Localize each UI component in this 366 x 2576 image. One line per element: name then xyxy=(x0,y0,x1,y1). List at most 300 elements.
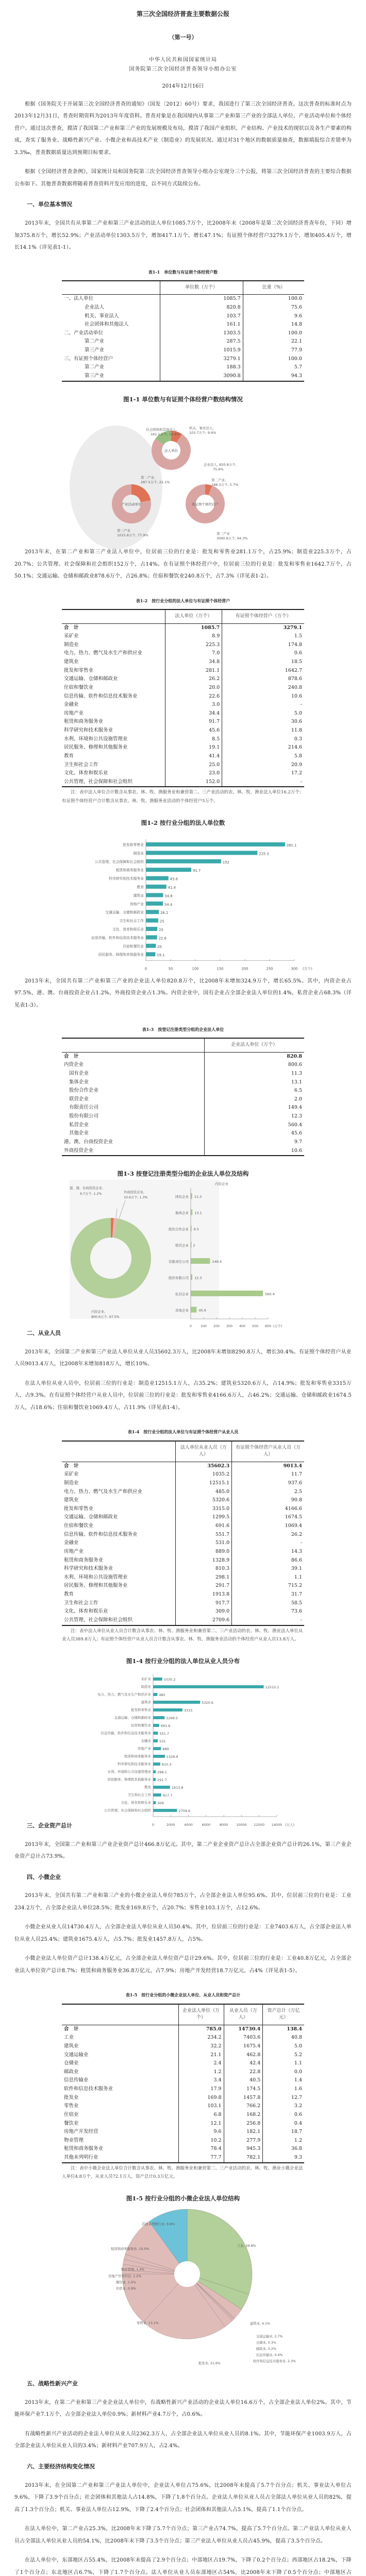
cell-value: 182.1 xyxy=(224,2128,263,2137)
category-label: 房地产业 xyxy=(129,902,144,906)
value-label: 485 xyxy=(159,1692,165,1697)
bar xyxy=(153,1724,159,1727)
row-label: 水利、环境和公共设施管理业 xyxy=(64,736,128,742)
bar xyxy=(146,943,156,947)
slice-label: 第二产业, xyxy=(211,478,226,483)
cell-value: 168.2 xyxy=(224,2111,263,2120)
row-label: 信息传输、软件和信息技术服务业 xyxy=(64,1531,138,1537)
category-label: 教育 xyxy=(144,1785,151,1789)
cell-value: 77.7 xyxy=(178,2154,224,2163)
row-label: 公共管理、社会保障和社会组织 xyxy=(64,778,133,785)
cell-value: 174.8 xyxy=(222,641,304,650)
row-label: 外商投资企业 xyxy=(64,1147,94,1154)
slice-label: 103.7万个, 9.6% xyxy=(189,431,217,435)
table-row xyxy=(62,1121,304,1130)
cell-value: 152.0 xyxy=(165,778,222,787)
cell-value: 6.8 xyxy=(178,2111,224,2120)
figure-caption: 图1-1 单位数与有证照个体经营户数结构情况 xyxy=(123,395,243,403)
bar xyxy=(146,851,257,855)
cell-value: - xyxy=(232,1539,304,1548)
row-label: 居民服务、修理和其他服务业 xyxy=(64,744,128,751)
value-label: 12515.1 xyxy=(265,1685,279,1689)
category-label: 金融业 xyxy=(141,1738,151,1743)
slice-label: 建筑业, 4.1% xyxy=(250,2321,270,2326)
row-label: 零售业 xyxy=(64,2103,79,2109)
cell-value: 32.2 xyxy=(178,2042,224,2051)
row-label: 文化、体育和娱乐业 xyxy=(64,1608,108,1615)
cell-value: 91.7 xyxy=(165,718,222,726)
cell-value: 10.2 xyxy=(178,2137,224,2145)
table-row xyxy=(62,337,304,346)
value-label: 23 xyxy=(159,927,163,932)
cell-value: 10.6 xyxy=(222,692,304,701)
table-row xyxy=(62,1496,304,1505)
row-label: 邮政业 xyxy=(64,2069,79,2075)
table-row xyxy=(62,363,304,372)
table-header xyxy=(62,1038,204,1052)
cell-value: 1.1 xyxy=(232,1573,304,1582)
cell-value: 161.1 xyxy=(160,320,243,329)
tick-label: 600 xyxy=(264,1325,272,1329)
donut-center-label: 法人单位 xyxy=(164,449,178,453)
tick-label: 4000 xyxy=(184,1822,193,1827)
slice-label: 邮政业, 0.2% xyxy=(256,2347,276,2351)
value-label: 152 xyxy=(222,860,229,865)
row-label: 合 计 xyxy=(64,624,79,631)
row-label: 租赁和商务服务业 xyxy=(64,2146,104,2152)
row-label: 二、产业活动单位 xyxy=(64,330,104,336)
cell-value: 22.8 xyxy=(224,2068,263,2077)
cell-value: 5.7 xyxy=(243,363,304,372)
cell-value: 1913.8 xyxy=(175,1590,232,1599)
cell-value: 1674.5 xyxy=(232,1513,304,1522)
value-label: 34.4 xyxy=(164,902,173,907)
row-label: 采矿业 xyxy=(64,1471,79,1478)
cell-value: 7403.6 xyxy=(224,2033,263,2042)
table-row xyxy=(62,303,304,312)
paragraph: 在法人单位从业人员中，位居前三位的行业是：制造业12515.1万人，占35.2%；建筑业5320.6万人，占14.9%；批发和零售业3315万人，占9.3%。在有证照个体经营户从业人员中，位居前三位的行业是：批发和零售业4166.6万人，占46.2%；交通运输、仓储和邮政业1674.5万人，占18.6%；住宿和餐饮业1069.4万人，占11.9%（详见表1-4）。 xyxy=(14,1380,352,1411)
cell-value: 5320.6 xyxy=(175,1496,232,1505)
table-row xyxy=(62,761,304,770)
row-label: 批发和零售业 xyxy=(64,667,94,673)
table-row xyxy=(62,329,304,338)
table-1-1 xyxy=(62,280,304,382)
axis-unit: (万个) xyxy=(303,967,312,971)
category-label: 采矿业 xyxy=(141,1676,151,1681)
cell-value: 551.7 xyxy=(175,1531,232,1539)
category-label: 批发和零售业 xyxy=(131,1707,151,1712)
category-label: 信息传输、软件和信息技术服务业 xyxy=(91,935,144,940)
cell-value: 214.6 xyxy=(222,743,304,752)
cell-value: 234.2 xyxy=(178,2033,224,2042)
category-label: 公共管理、社会保障和社会组织 xyxy=(104,1808,151,1812)
cell-value: 715.2 xyxy=(232,1582,304,1590)
cell-value: 1069.4 xyxy=(232,1522,304,1531)
bar xyxy=(153,1778,156,1781)
row-label: 租赁和商务服务业 xyxy=(64,1557,104,1563)
cell-value: 103.7 xyxy=(160,312,243,321)
figure-1-1-donut-charts xyxy=(80,405,286,539)
table-row xyxy=(62,1052,304,1061)
row-label: 社会团体和其他法人 xyxy=(85,321,129,328)
bar xyxy=(153,1801,156,1804)
row-label: 水利、环境和公共设施管理业 xyxy=(64,1574,128,1580)
bar xyxy=(153,1809,177,1812)
category-label: 房地产业 xyxy=(138,1746,151,1751)
cell-value: 9.7 xyxy=(204,1138,304,1147)
table-row xyxy=(62,1548,304,1556)
table-row xyxy=(62,372,304,381)
row-label: 文化、体育和娱乐业 xyxy=(64,770,108,776)
table-header: 资产总计（万亿元） xyxy=(263,2004,304,2025)
cell-value: 5.8 xyxy=(222,752,304,761)
tick-label: 200 xyxy=(213,1325,220,1329)
donut-center-label: 产业活动单位 xyxy=(121,502,142,507)
value-label: 298.1 xyxy=(157,1770,167,1774)
slice-label: 仓储业, 0.3% xyxy=(256,2341,276,2345)
bar xyxy=(191,1275,192,1280)
figure-1-4-bar-chart xyxy=(59,1667,307,1827)
table-header: 法人单位从业人员（万人） xyxy=(175,1441,232,1462)
table-row xyxy=(62,684,304,692)
cell-value: 1457.8 xyxy=(224,2094,263,2103)
bar xyxy=(191,1258,210,1264)
value-label: 19.1 xyxy=(157,953,165,957)
row-label: 建筑业 xyxy=(64,1497,79,1503)
category-label: 住宿和餐饮业 xyxy=(123,944,144,948)
slice-label: 住宿业, 0.9% xyxy=(116,2286,136,2291)
cell-value: 34.4 xyxy=(165,709,222,718)
table-row xyxy=(62,1616,304,1625)
cell-value: 0.6 xyxy=(263,2111,304,2120)
bar xyxy=(153,1716,164,1719)
value-label: 1913.8 xyxy=(171,1785,184,1790)
row-label: 企业法人 xyxy=(85,304,105,310)
slice-label: 租赁和商务服务业, 10.0% xyxy=(111,2247,149,2251)
row-label: 卫生和社会工作 xyxy=(64,761,98,768)
category-label: 有限责任公司 xyxy=(169,1260,189,1264)
table-row xyxy=(62,692,304,701)
section-heading: 二、从业人员 xyxy=(27,1330,61,1337)
cell-value: 14730.4 xyxy=(224,2025,263,2033)
table-row xyxy=(62,1095,304,1104)
value-label: 11.3 xyxy=(194,1195,202,1199)
cell-value: 12.3 xyxy=(204,1112,304,1121)
category-label: 电力、热力、燃气及水生产和供应业 xyxy=(97,1692,151,1697)
category-label: 股份有限公司 xyxy=(169,1276,189,1280)
org-census-office: 国务院第三次全国经济普查领导小组办公室 xyxy=(129,66,237,72)
slice-label: 物业管理, 1.3% xyxy=(121,2267,145,2272)
table-row xyxy=(62,2051,304,2060)
category-label: 其他企业 xyxy=(175,1308,189,1313)
category-label: 文化、体育和娱乐业 xyxy=(112,927,144,931)
row-label: 采矿业 xyxy=(64,633,79,639)
cell-value: 100.0 xyxy=(243,329,304,338)
slice-label: 房地产开发经营, 1.2% xyxy=(108,2274,142,2278)
slice-label: 161.1万个, 14.8% xyxy=(151,432,180,437)
table-row xyxy=(62,2111,304,2120)
cell-value: 531.0 xyxy=(175,1539,232,1548)
category-label: 私营企业 xyxy=(175,1292,189,1297)
value-label: 22.6 xyxy=(158,936,167,940)
table-row xyxy=(62,295,304,303)
value-label: 810.3 xyxy=(161,1762,172,1767)
figure-1-3-donut-and-bar xyxy=(70,1180,296,1329)
tick-label: 2000 xyxy=(167,1822,175,1827)
table-row xyxy=(62,1531,304,1539)
table-row xyxy=(62,623,304,632)
table-row xyxy=(62,2076,304,2085)
category-label: 建筑业 xyxy=(141,1700,151,1704)
table-row xyxy=(62,1573,304,1582)
slice-label: 75.6% xyxy=(213,467,224,472)
slice-label: 其他未列明行业, 9.9% xyxy=(142,2222,175,2226)
paragraph: 2013年末，全国共有第二产业和第三产业的小微企业法人单位785万个，占全部企业法人单位95.6%。其中，位居前三位的行业是：工业234.2万个，占全部企业法人单位28.5%；批发业169.8万个，占20.7%；零售业103.1万个，占12.6%。 xyxy=(14,1893,352,1911)
cell-value: 100.0 xyxy=(243,355,304,364)
row-label: 建筑业 xyxy=(64,2043,79,2049)
slice-label: 3090.8万个, 94.3% xyxy=(217,536,248,541)
bar xyxy=(191,1291,263,1296)
table-row xyxy=(62,658,304,667)
row-label: 有限责任公司 xyxy=(69,1105,99,1111)
row-label: 科学研究和技术服务业 xyxy=(64,727,113,734)
cell-value: 9.3 xyxy=(263,2154,304,2163)
table-row xyxy=(62,1470,304,1479)
row-label: 餐饮业 xyxy=(64,2120,79,2126)
row-label: 电力、热力、燃气及水生产和供应业 xyxy=(64,650,143,656)
table-row xyxy=(62,2068,304,2077)
category-label: 交通运输、仓储和邮政业 xyxy=(114,1715,151,1720)
tick-label: 14000 xyxy=(271,1822,282,1827)
table-row xyxy=(62,1513,304,1522)
slice-label: 第三产业 xyxy=(117,529,130,533)
value-label: 41.4 xyxy=(168,885,176,890)
cell-value: 5.0 xyxy=(263,2042,304,2051)
cell-value: 3.0 xyxy=(165,701,222,709)
row-label: 三、有证照个体经营户 xyxy=(64,355,113,362)
value-label: 309 xyxy=(157,1801,164,1805)
value-label: 1299.5 xyxy=(166,1716,178,1720)
row-label: 机关、事业法人 xyxy=(85,313,119,319)
value-label: 531 xyxy=(159,1739,166,1743)
table-note: 注：表中法人单位合计数含从事农、林、牧、渔服务业和兼营第二、三产业活动的农、林、牧、渔业法人单位16.2万个；有证照个体经营户合计数含从事农、林、牧、渔服务业活动的个体经营户5万个。 xyxy=(62,790,304,804)
value-label: 889 xyxy=(162,1747,169,1751)
bar xyxy=(153,1701,200,1704)
value-label: 91.7 xyxy=(193,868,201,873)
row-label: 合 计 xyxy=(64,2026,79,2032)
table-row xyxy=(62,752,304,761)
category-label: 租赁和商务服务业 xyxy=(115,868,144,872)
table-row xyxy=(62,1599,304,1608)
table-row xyxy=(62,1539,304,1548)
row-label: 联营企业 xyxy=(69,1096,89,1102)
intro-paragraph: 根据《国务院关于开展第三次全国经济普查的通知》（国发〔2012〕60号）要求，我国进行了第三次全国经济普查。这次普查的标准时点为2013年12月31日，普查时期资料为2013年年度资料。普查对象是在我国境内从事第二产业和第三产业的全部法人单位、产业活动单位和个体经营户。通过这次普查，摸清了我国第二产业和第三产业的发展规模及布局，摸清了我国产业组织、产业结构、产业技术的现状以及各生产要素的构成，查实了服务业、战略性新兴产业、小微企业和高技术产业（制造业）的发展状况。通过对31个地区的数据质量抽查，数据填报综合差错率为3.3‰，普查数据质量达到预期目标要求。 xyxy=(14,101,352,156)
row-label: 内资企业 xyxy=(64,1062,84,1068)
paragraph: 2013年末，在第二产业和第三产业法人单位中，位居前三位的行业是：批发和零售业281.1万个，占25.9%；制造业225.3万个，占20.7%；公共管理、社会保障和社会组织152万个，占14%。在有证照个体经营户中，位居前三位的行业是：批发和零售业1642.7万个，占50.1%；交通运输、仓储和邮政业878.6万个，占26.8%；住宿和餐饮业240.8万个，占7.3%（详见表1-2）。 xyxy=(14,549,352,580)
table-row xyxy=(62,1112,304,1121)
cell-value: 0.4 xyxy=(263,2120,304,2128)
row-label: 金融业 xyxy=(64,702,79,708)
cell-value: - xyxy=(222,778,304,787)
cell-value: 41.4 xyxy=(165,752,222,761)
bar xyxy=(153,1793,161,1797)
slice-label: 信息传输业, 0.4% xyxy=(256,2353,283,2357)
cell-value: 75.6 xyxy=(243,303,304,312)
category-label: 卫生和社会工作 xyxy=(127,1792,151,1797)
row-label: 私营企业 xyxy=(69,1122,89,1128)
cell-value: 9.6 xyxy=(243,312,304,321)
table-row xyxy=(62,2042,304,2051)
table-row xyxy=(62,1505,304,1514)
tick-label: 0 xyxy=(144,967,147,971)
value-label: 560.4 xyxy=(265,1292,275,1297)
cell-value: 188.3 xyxy=(160,363,243,372)
bar-panel-title: 内资企业 xyxy=(215,1182,228,1187)
row-label: 住宿和餐饮业 xyxy=(64,684,94,690)
value-label: 26.2 xyxy=(160,910,169,915)
cell-value: 12.7 xyxy=(263,2094,304,2103)
table-row xyxy=(62,1129,304,1138)
row-label: 集体企业 xyxy=(69,1079,89,1085)
cell-value: 3.4 xyxy=(178,2076,224,2085)
cell-value: 782.1 xyxy=(224,2154,263,2163)
value-label: 45.6 xyxy=(198,1308,206,1313)
table-row xyxy=(62,2137,304,2145)
value-label: 1328.9 xyxy=(166,1754,178,1759)
table-header: 企业法人单位（万个） xyxy=(178,2004,224,2025)
bar xyxy=(153,1739,158,1742)
table-1-4 xyxy=(62,1440,304,1626)
bar xyxy=(191,1210,192,1215)
cell-value: 3315.0 xyxy=(175,1505,232,1514)
bar xyxy=(153,1762,160,1766)
cell-value: 103.1 xyxy=(178,2102,224,2111)
cell-value: 256.8 xyxy=(224,2120,263,2128)
table-header: 有证照个体经营户（万个） xyxy=(222,609,304,623)
figure-caption: 图1-5 按行业分组的小微企业法人单位结构 xyxy=(126,2194,240,2202)
table-1-3 xyxy=(62,1038,304,1156)
cell-value: 3090.8 xyxy=(160,372,243,381)
cell-value: 1299.5 xyxy=(175,1513,232,1522)
bar xyxy=(146,885,167,889)
cell-value: 785.0 xyxy=(178,2025,224,2033)
bar xyxy=(146,901,163,905)
cell-value: 6.5 xyxy=(204,1087,304,1095)
cell-value: 11.7 xyxy=(232,1470,304,1479)
category-label: 股份合作企业 xyxy=(169,1227,189,1232)
table-row xyxy=(62,2085,304,2094)
cell-value: 18.5 xyxy=(222,658,304,667)
cell-value: 30.6 xyxy=(222,718,304,726)
bar xyxy=(146,935,157,939)
slice-label: 内资企业, xyxy=(91,1310,106,1314)
org-nbs: 中华人民共和国国家统计局 xyxy=(149,57,217,63)
table-row xyxy=(62,641,304,650)
cell-value: 21.1 xyxy=(178,2051,224,2060)
paragraph: 2013年末，在全国第二产业和第三产业法人单位中，企业法人单位占75.6%，比2008年末提高了5.7个百分点；机关、事业法人单位占9.6%，下降了3.9个百分点；社会团体和其他法人占14.8%，下降了1.8个百分点。企业法人单位从业人员占全部法人单位从业人员的82%，提高了1.3个百分点；机关、事业法人单位占12.9%，下降了2.4个百分点；社会团体和其他法人占5.1%，提高了1.1个百分点。 xyxy=(14,2482,352,2513)
bar xyxy=(153,1747,161,1750)
table-row xyxy=(62,743,304,752)
paragraph: 2013年末，全国共有从事第二产业和第三产业活动的法人单位1085.7万个，比2008年末（2008年是第二次全国经济普查年份，下同）增加375.8万个，增长52.9%；产业活动单位1303.5万个，增加417.1万个，增长47.1%；有证照个体经营户3279.1万个，增加405.4万个，增长14.1%（详见表1-1）。 xyxy=(14,221,352,251)
cell-value: 45.6 xyxy=(204,1129,304,1138)
table-caption: 表1-1 单位数与有证照个体经营户数 xyxy=(148,269,218,275)
table-row xyxy=(62,312,304,321)
cell-value: 17.9 xyxy=(178,2085,224,2094)
row-label: 科学研究和技术服务业 xyxy=(64,1566,113,1572)
bar xyxy=(153,1732,158,1735)
row-label: 卫生和社会工作 xyxy=(64,1600,98,1606)
value-label: 281.1 xyxy=(286,843,297,848)
slice-label: 外商投资企业, xyxy=(124,1191,144,1195)
paragraph: 2013年末，全国第二产业和第三产业法人单位从业人员35602.3万人，比2008年末增加8290.8万人，增长30.4%。有证照个体经营户从业人员9013.4万人，比2008年末增加818万人，增长10%。 xyxy=(14,1349,352,1367)
pie-hole xyxy=(174,2261,200,2287)
tick-label: 0 xyxy=(189,1325,192,1329)
paragraph: 小微企业法人单位资产总计138.4万亿元，占全部企业法人单位资产总计29.6%。其中，位居前三位的行业是：工业40.8万亿元，占全部企业法人单位资产总计8.7%；租赁和商务服务业36.8万亿元，占7.9%；房地产开发经营18.7万亿元，占4%（详见表1-5）。 xyxy=(14,1956,352,1974)
row-label: 仓储业 xyxy=(64,2060,79,2066)
bar xyxy=(146,927,157,931)
table-row xyxy=(62,2145,304,2154)
cell-value: 36.8 xyxy=(263,2145,304,2154)
cell-value: 917.7 xyxy=(175,1599,232,1608)
category-label: 制造业 xyxy=(141,1684,151,1689)
table-header: 法人单位（万个） xyxy=(165,609,222,623)
cell-value: 11.3 xyxy=(204,1070,304,1078)
table-row xyxy=(62,2154,304,2163)
value-label: 291.7 xyxy=(157,1777,167,1782)
slice-label: 800.6万个, 97.5% xyxy=(91,1315,120,1319)
cell-value: 12515.1 xyxy=(175,1479,232,1488)
table-row xyxy=(62,1488,304,1497)
value-label: 20 xyxy=(157,944,162,949)
row-label: 公共管理、社会保障和社会组织 xyxy=(64,1617,133,1623)
bar xyxy=(153,1685,264,1688)
cell-value: 291.7 xyxy=(175,1582,232,1590)
cell-value: 5.2 xyxy=(263,2051,304,2060)
cell-value: 17.2 xyxy=(222,769,304,778)
bar xyxy=(146,952,155,956)
table-row xyxy=(62,675,304,684)
cell-value: 1035.2 xyxy=(175,1470,232,1479)
publish-date: 2014年12月16日 xyxy=(162,83,204,89)
bar xyxy=(153,1708,182,1711)
cell-value: 937.6 xyxy=(232,1479,304,1488)
cell-value: 0.3 xyxy=(222,735,304,744)
tick-label: 300 xyxy=(226,1325,233,1329)
row-label: 软件和信息技术服务业 xyxy=(64,2086,113,2092)
cell-value: 100.0 xyxy=(243,295,304,303)
cell-value: 0.0 xyxy=(263,2068,304,2077)
cell-value: 25.0 xyxy=(165,761,222,770)
axis-unit: (万人) xyxy=(285,1822,295,1827)
row-label: 教育 xyxy=(64,1591,74,1598)
row-label: 信息传输、软件和信息技术服务业 xyxy=(64,693,138,699)
row-label: 批发业 xyxy=(64,2094,79,2100)
tick-label: 8000 xyxy=(219,1822,228,1827)
cell-value: 40.8 xyxy=(263,2033,304,2042)
table-row xyxy=(62,1087,304,1095)
paragraph: 在法人单位中，第二产业占25.3%，比2008年末下降了5.7个百分点；第三产业占74.7%，提高了5.7个百分点。第二产业法人单位从业人员占全部法人单位从业人员的54.1%，比2008年末下降了3.5个百分点；第三产业法人单位从业人员占45.9%，提高了3.5个百分点。 xyxy=(14,2526,352,2544)
bulletin-number: （第一号） xyxy=(169,33,197,41)
cell-value: 35602.3 xyxy=(175,1462,232,1470)
cell-value: 13.1 xyxy=(204,1078,304,1087)
table-caption: 表1-4 按行业分组的法人单位与有证照个体经营户从业人员 xyxy=(127,1429,239,1435)
table-header xyxy=(62,2004,178,2025)
cell-value: 4166.6 xyxy=(232,1505,304,1514)
cell-value: 2.5 xyxy=(232,1488,304,1497)
table-row xyxy=(62,718,304,726)
bar xyxy=(146,859,221,863)
table-1-2 xyxy=(62,609,304,787)
